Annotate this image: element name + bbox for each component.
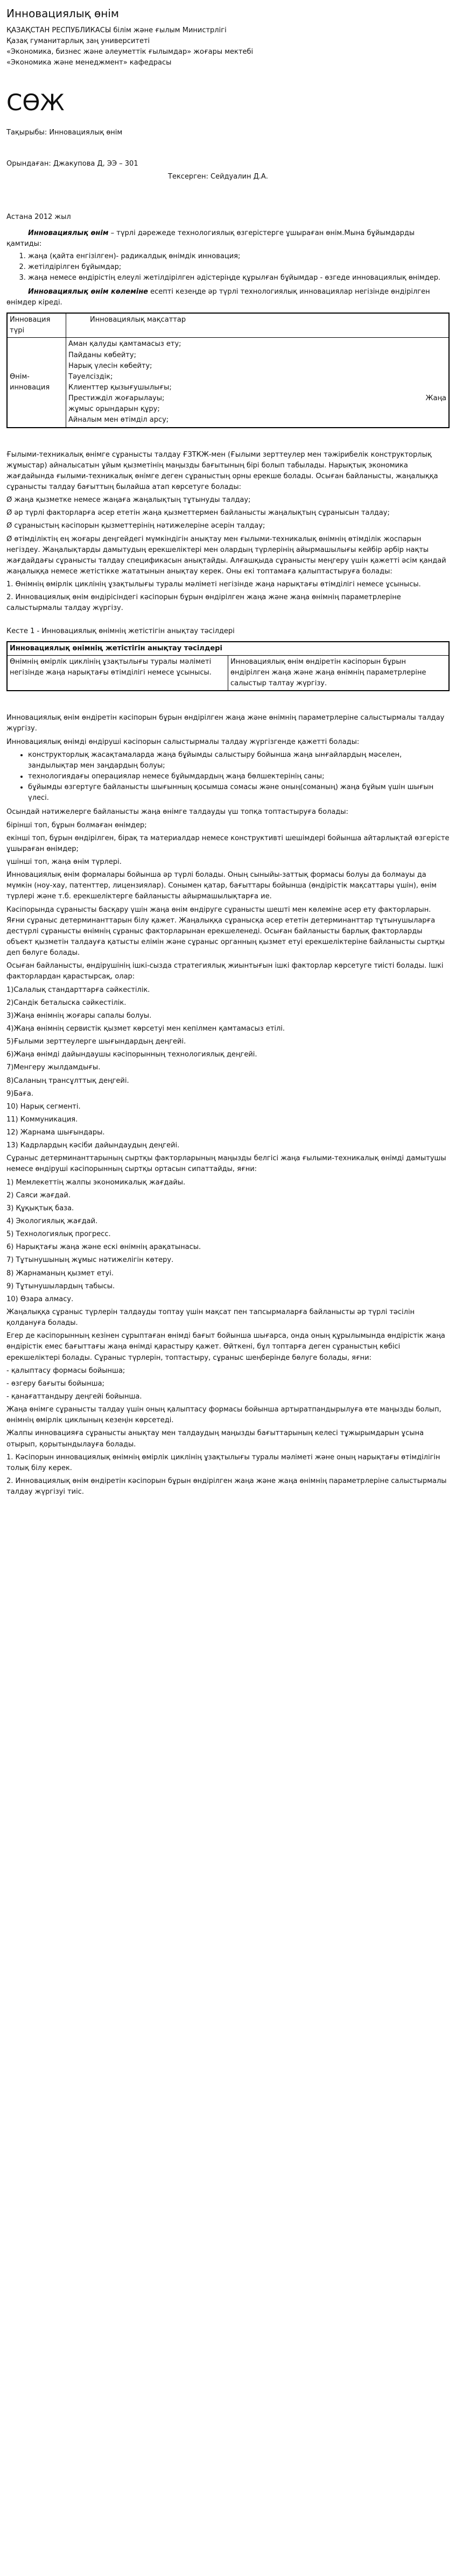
paragraph: 7) Тұтынушының жұмыс нәтижелігін көтеру. <box>6 1256 174 1265</box>
paragraph: Инновациялық өнімді өндіруші кәсіпорын салыстырмалы талдау жүргізгенде қажетті болады: <box>6 737 360 746</box>
methods-table <box>6 641 450 692</box>
goal-item: жұмыс орындарын құру; <box>68 405 160 414</box>
table-cell: Инновациялық өнім өндіретін кәсіпорын бұрын өндірілген жаңа және жаңа өнімнің параметрлеріне салыстыр талтау жүргізу. <box>228 655 450 691</box>
paragraph: Ø жаңа қызметке немесе жаңаға жаңалықтың тұтынуды талдау; <box>6 496 251 505</box>
school-line: «Экономика, бизнес және әлеуметтік ғылымдар» жоғары мектебі <box>6 48 254 56</box>
paragraph: Осындай нәтижелерге байланысты жаңа өнімге талдауды үш топқа топтастыруға болады: <box>6 808 348 817</box>
checker-line: Тексерген: Сейдуалин Д.А. <box>168 172 268 181</box>
paragraph: үшінші топ, жаңа өнім түрлері. <box>6 857 122 866</box>
paragraph: Егер де кәсіпорынның кезінен сұрыптаған өнімді бағыт бойынша шығарса, онда оның құрылымында өндірістік жаңа өндірістік емес бағыттағы жаңа өнімді қарастыру қажет. Өйткені, бұл топтарға деген сұраныстың көбісі ерекшеліктері болады. Сұраныс түрлерін, топтастыру, сұраныс шеңберінде бөлуге болады, яғни: <box>6 1332 445 1362</box>
volume-paragraph <box>6 287 450 308</box>
table-header-cell: Инновациялық өнімнің жетістігін анықтау тәсілдері <box>7 642 449 656</box>
paragraph: - қалыптасу формасы бойынша; <box>6 1366 125 1375</box>
volume-term: Инновациялық өнім көлемінe <box>28 287 148 296</box>
goal-item: Клиенттер қызығушылығы; <box>68 384 172 392</box>
paragraph: 11) Коммуникация. <box>6 1115 78 1124</box>
paragraph: Ғылыми-техникалық өнімге сұранысты талдау ҒЗТКЖ-мен (Ғылыми зерттеулер мен тәжірибелік конструкторлық жұмыстар) айналысатын ұйым қызметінің маңызды бағытының бірі болып табылады. Нарықтық экономика жағдайында ғылыми-техникалық өнімге деген сұраныстың орны ерекше болады. Осыған байланысты, жаңалыққа сұранысты талдау бағыттың былайша атап көрсетуге болады: <box>6 450 438 492</box>
paragraph: 8)Саланың трансұлттық деңгейі. <box>6 1076 129 1085</box>
volume-text: есепті кезеңде әр түрлі технологиялық инновациялар негізінде өндірілген өнімдер кіреді. <box>6 287 430 307</box>
paragraph: 2. Инновациялық өнім өндіретін кәсіпорын бұрын өндірілген жаңа және жаңа өнімнің параметрлеріне салыстырмалы талдау жүргізуі тиіс. <box>6 1477 447 1496</box>
intro-text: – түрлі дәрежеде технологиялық өзгерістерге ұшыраған өнім.Мына бұйымдарды қамтиды: <box>6 229 415 249</box>
year-line: Астана 2012 жыл <box>6 213 71 222</box>
table-header-cell: Инновация түрі <box>7 313 66 338</box>
paragraph: Осыған байланысты, өндірушінің ішкі-сызда стратегиялық жиынтығын ішкі факторлар көрсетуге тиісті болады. Ішкі факторлардан қарастырсақ, олар: <box>6 962 444 981</box>
paragraph: 1. Өнімнің өмірлік циклінің ұзақтылығы туралы мәліметі негізінде жаңа нарықтағы өтімділігі немесе ұсынысы. <box>6 580 421 589</box>
paragraph: 13) Кадрлардың кәсіби дайындаудың деңгейі. <box>6 1141 180 1150</box>
paragraph: Ø өтімділіктің ең жоғары деңгейдегі мүмкіндігін анықтау мен ғылыми-техникалық өнімнің өтімділік жоспарын негіздеу. Жаңалықтарды дамытудың ерекшеліктері мен олардың түрлерінің айырмашылығы кейбір әрбір нақты жағдайдағы сұранысты талдау спецификасын анықтайды. Алғашқыда сұранысты меңгеру үшін қажетті әсім қандай жаңалыққа немесе жетістікке жататынын анықтау керек. Оны екі топтамаға қалыптастыруға болады: <box>6 535 446 576</box>
goal-item: Аман қалуды қамтамасыз ету; <box>68 340 181 349</box>
paragraph: 4)Жаңа өнімнің сервистік қызмет көрсетуі мен кепілмен қамтамасыз етілі. <box>6 1024 285 1033</box>
paragraph: Ø әр түрлі факторларға әсер ететін жаңа қызметтермен байланысты жаңалықтың сұранысын талдау; <box>6 509 390 517</box>
section-b <box>6 713 450 804</box>
table-header-cell: Инновациялық мақсаттар <box>66 313 450 338</box>
paragraph: 9)Баға. <box>6 1089 34 1098</box>
paragraph: Жалпы инновацияға сұранысты анықтау мен талдаудың маңызды бағыттарының келесі тұжырымдарын ұсына отырып, қорытындылауға болады. <box>6 1429 424 1449</box>
paragraph: Инновациялық өнім өндіретін кәсіпорын бұрын өндірілген жаңа және өнімнің параметрлеріне салыстырмалы талдау жүргізу. <box>6 714 445 733</box>
list-item: • конструкторлық жасақтамаларда жаңа бұйымды салыстыру бойынша жаңа ынғайлардың мәселен, зандылықтар мен заңдардың болуы; <box>28 750 450 771</box>
paragraph: 2)Сандік беталыска сәйкестілік. <box>6 998 127 1007</box>
paragraph: 1) Мемлекеттің жалпы экономикалық жағдайы. <box>6 1178 186 1187</box>
section-c <box>6 807 450 1498</box>
paragraph: 9) Тұтынушылардың табысы. <box>6 1282 115 1290</box>
document-title: Инновациялық өнім <box>6 7 120 20</box>
paragraph: 1)Салалық стандарттарға сәйкестілік. <box>6 985 150 994</box>
paragraph: Ø сұраныстың кәсіпорын қызметтерінің нәтижелеріне әсерін талдау; <box>6 522 265 530</box>
paragraph: 6) Нарықтағы жаңа және ескі өнімнің арақатынасы. <box>6 1243 201 1252</box>
list-item: 1. жаңа (қайта енгізілген)- радикалдық өнімдік инновация; <box>28 251 450 262</box>
intro-paragraph <box>6 228 450 250</box>
section-a <box>6 450 450 614</box>
goals-cell <box>66 338 450 428</box>
goal-item: Айналым мен өтімділ арсу; <box>68 416 169 424</box>
paragraph: - өзгеру бағыты бойынша; <box>6 1379 104 1388</box>
paragraph: 7)Менгеру жылдамдығы. <box>6 1063 101 1072</box>
intro-term: Инновациялық өнім <box>28 229 109 238</box>
list-item: • бұйымды өзгертуге байланысты шығынның қосымша сомасы және оның(соманың) жаңа бұйым үшін шығын үлесі. <box>28 782 450 804</box>
paragraph: Кәсіпорында сұранысты басқару үшін жаңа өнім өндіруге сұранысты шешті мен көлеміне әсер ету факторларын. Яғни сұраныс детерминанттарын білу қажет. Жаңалыққа сұранысқа әсер ететін детерминанттар тұтынушыларға дестүрлі сұранысты өнімнің сұраныс факторларынан ерекшеленеді. Осыған байланысты барлық факторларды объект қызметін талдауға қатысты елімін және сұраныс органның қызмет етуі ерекшеліктеріне байланысты сыртқы деп бөлуге болады. <box>6 905 445 957</box>
paragraph: Жаңа өнімге сұранысты талдау үшін оның қалыптасу формасы бойынша артыратпандырылуға өте маңызды болып, өнімнің өмірлік циклының кезеңін көрсетеді. <box>6 1406 441 1425</box>
list-item: 2. жетілдірілген бұйымдар; <box>28 262 450 273</box>
paragraph: 12) Жарнама шығындары. <box>6 1129 105 1137</box>
table-caption: Кесте 1 - Инновациялық өнімнің жетістігін анықтау тәсілдері <box>6 627 235 635</box>
paragraph: 10) Өзара алмасу. <box>6 1295 74 1303</box>
goal-item: Пайданы көбейту; <box>68 351 136 359</box>
paragraph: 5)Ғылыми зерттеулерге шығындардың деңгейі. <box>6 1038 186 1046</box>
paragraph: 10) Нарық сегменті. <box>6 1102 81 1111</box>
intro-list <box>6 251 450 283</box>
paragraph: 4) Экологиялық жағдай. <box>6 1217 98 1226</box>
paragraph: 3) Құқықтық база. <box>6 1204 74 1212</box>
header-block <box>6 25 450 69</box>
ministry-line: ҚАЗАҚСТАН РЕСПУБЛИКАСЫ білім және ғылым Министрлігі <box>6 26 227 34</box>
paragraph: Сұраныс детерминанттарының сыртқы факторларының маңызды белгісі жаңа ғылыми-техникалық өнімді дамытушы немесе өндіруші кәсіпорынның сыртқы ортасын сипаттайды, яғни: <box>6 1154 446 1174</box>
innovation-goals-table <box>6 313 450 428</box>
author-line: Орындаған: Джакупова Д, ЭЭ – 301 <box>6 159 138 168</box>
work-title: СӨЖ <box>6 89 65 116</box>
paragraph: Инновациялық өнім формалары бойынша әр түрлі болады. Оның сыныйы-заттық формасы болуы да болмауы да мүмкін (ноу-хау, патенттер, лицензиялар). Сонымен қатар, бағыттары бойынша (өндірістік мақсаттары үшін), өнім түрлері және т.б. ерекшеліктерге байланысты айырмашылықтарға ие. <box>6 871 437 901</box>
paragraph: Жаңалыққа сұраныс түрлерін талдауды топтау үшін мақсат пен тапсырмаларға байланысты әр түрлі тәсілін қолдануға болады. <box>6 1308 415 1328</box>
paragraph: 2) Саяси жағдай. <box>6 1191 71 1200</box>
paragraph: - қанағаттандыру деңгейі бойынша. <box>6 1393 142 1401</box>
paragraph: 1. Кәсіпорын инновациялық өнімнің өмірлік циклінің ұзақтылығы туралы мәліметі және оның нарықтағы өтімділігін толық білу керек. <box>6 1453 440 1472</box>
goal-item: Тәуелсіздік; <box>68 372 113 381</box>
table-row-label: Өнім-инновация <box>7 338 66 428</box>
paragraph: 3)Жаңа өнімнің жоғары сапалы болуы. <box>6 1011 152 1020</box>
topic-line: Тақырыбы: Инновациялық өнім <box>6 128 123 137</box>
paragraph: екінші топ, бұрын өндірілген, бірақ та материалдар немесе конструктивті шешімдері бойынша айтарлықтай өзгерісте ұшыраған өнімдер; <box>6 834 450 853</box>
list-item: 3. жаңа немесе өндірістің елеулі жетілдірілген әдістеріңде құрылған бұйымдар - өзгеде инновациялық өнімдер. <box>28 273 450 283</box>
university-line: Қазақ гуманитарлық заң университеті <box>6 37 150 46</box>
paragraph: 5) Технологиялық прогресс. <box>6 1230 111 1239</box>
goal-item: Нарық үлесін көбейту; <box>68 361 152 370</box>
paragraph: 2. Инновациялық өнім өндірісіндегі кәсіпорын бұрын өндірілген жаңа және жаңа өнімнің параметрлеріне салыстырмалы талдау жүргізу. <box>6 593 401 613</box>
paragraph: бірінші топ, бұрын болмаған өнімдер; <box>6 821 147 829</box>
goal-extra: Жаңа <box>425 394 446 403</box>
table-cell: Өнімнің өмірлік циклінің ұзақтылығы туралы мәліметі негізінде жаңа нарықтағы өтімділігі немесе ұсынысы. <box>7 655 228 691</box>
goal-item: Престижділ жоғарылауы; Жаңа <box>68 393 446 404</box>
bullet-list <box>6 750 450 804</box>
list-item: • технологиядағы операциялар немесе бұйымдардың жаңа бөлшектерінің саны; <box>28 771 450 782</box>
paragraph: 8) Жарнаманың қызмет етуі. <box>6 1269 114 1278</box>
department-line: «Экономика және менеджмент» кафедрасы <box>6 59 172 67</box>
paragraph: 6)Жаңа өнімді дайындаушы кәсіпорынның технологиялық деңгейі. <box>6 1051 257 1059</box>
